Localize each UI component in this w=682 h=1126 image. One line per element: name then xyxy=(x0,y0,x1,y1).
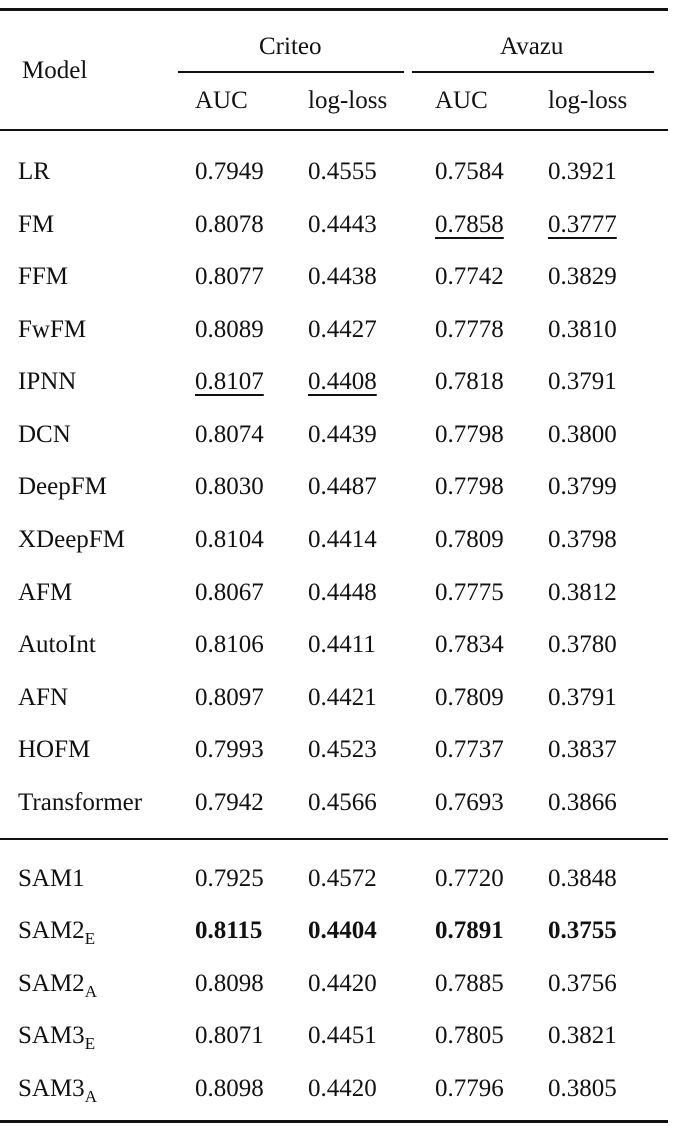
criteo-auc: 0.7949 xyxy=(195,158,264,185)
criteo-logloss: 0.4427 xyxy=(308,316,377,343)
avazu-auc: 0.7798 xyxy=(435,421,504,448)
criteo-logloss: 0.4408 xyxy=(308,368,377,395)
avazu-logloss: 0.3921 xyxy=(548,158,617,185)
model-name-base: SAM3 xyxy=(18,1022,85,1049)
avazu-auc: 0.7885 xyxy=(435,970,504,997)
criteo-auc: 0.7942 xyxy=(195,789,264,816)
avazu-auc: 0.7720 xyxy=(435,865,504,892)
criteo-logloss: 0.4438 xyxy=(308,263,377,290)
model-name xyxy=(18,1074,97,1104)
model-name xyxy=(18,916,95,946)
bottom-rule xyxy=(0,1120,668,1123)
criteo-auc: 0.8098 xyxy=(195,970,264,997)
avazu-logloss: 0.3755 xyxy=(548,917,617,944)
criteo-logloss: 0.4439 xyxy=(308,421,377,448)
avazu-auc: 0.7798 xyxy=(435,473,504,500)
avazu-group-rule xyxy=(412,71,654,73)
criteo-auc: 0.8067 xyxy=(195,579,264,606)
avazu-logloss: 0.3791 xyxy=(548,684,617,711)
header-model: Model xyxy=(22,57,88,84)
header-avazu-logloss: log-loss xyxy=(548,87,628,114)
avazu-logloss: 0.3798 xyxy=(548,526,617,553)
criteo-auc: 0.8107 xyxy=(195,368,264,395)
model-name: LR xyxy=(18,158,50,185)
criteo-logloss: 0.4487 xyxy=(308,473,377,500)
criteo-logloss: 0.4414 xyxy=(308,526,377,553)
criteo-logloss: 0.4420 xyxy=(308,1075,377,1102)
model-name: DCN xyxy=(18,421,71,448)
avazu-logloss: 0.3810 xyxy=(548,316,617,343)
avazu-auc: 0.7809 xyxy=(435,684,504,711)
criteo-auc: 0.7925 xyxy=(195,865,264,892)
avazu-logloss: 0.3866 xyxy=(548,789,617,816)
avazu-auc: 0.7693 xyxy=(435,789,504,816)
avazu-logloss: 0.3848 xyxy=(548,865,617,892)
model-name: AFN xyxy=(18,684,69,711)
avazu-auc: 0.7796 xyxy=(435,1075,504,1102)
avazu-auc: 0.7778 xyxy=(435,316,504,343)
avazu-logloss: 0.3777 xyxy=(548,211,617,238)
criteo-logloss: 0.4555 xyxy=(308,158,377,185)
avazu-auc: 0.7809 xyxy=(435,526,504,553)
model-name xyxy=(18,1021,95,1051)
avazu-auc: 0.7834 xyxy=(435,631,504,658)
avazu-auc: 0.7891 xyxy=(435,917,504,944)
header-criteo-logloss: log-loss xyxy=(308,87,388,114)
model-name-subscript: A xyxy=(84,1087,97,1106)
criteo-auc: 0.8098 xyxy=(195,1075,264,1102)
model-name: Transformer xyxy=(18,789,143,816)
model-name: AutoInt xyxy=(18,631,96,658)
criteo-logloss: 0.4420 xyxy=(308,970,377,997)
avazu-auc: 0.7818 xyxy=(435,368,504,395)
avazu-logloss: 0.3791 xyxy=(548,368,617,395)
criteo-logloss: 0.4443 xyxy=(308,211,377,238)
criteo-logloss: 0.4451 xyxy=(308,1022,377,1049)
model-name: AFM xyxy=(18,579,73,606)
header-rule xyxy=(0,129,668,131)
criteo-auc: 0.8030 xyxy=(195,473,264,500)
criteo-logloss: 0.4566 xyxy=(308,789,377,816)
avazu-logloss: 0.3812 xyxy=(548,579,617,606)
avazu-logloss: 0.3805 xyxy=(548,1075,617,1102)
section-rule xyxy=(0,838,668,840)
avazu-auc: 0.7584 xyxy=(435,158,504,185)
header-criteo: Criteo xyxy=(259,33,322,60)
model-name-base: SAM1 xyxy=(18,865,85,892)
model-name xyxy=(18,969,97,999)
model-name-base: SAM2 xyxy=(18,970,85,997)
criteo-auc: 0.7993 xyxy=(195,736,264,763)
avazu-logloss: 0.3756 xyxy=(548,970,617,997)
criteo-auc: 0.8074 xyxy=(195,421,264,448)
criteo-auc: 0.8097 xyxy=(195,684,264,711)
model-name: HOFM xyxy=(18,736,91,763)
avazu-logloss: 0.3800 xyxy=(548,421,617,448)
criteo-auc: 0.8115 xyxy=(195,917,263,944)
avazu-logloss: 0.3780 xyxy=(548,631,617,658)
model-name-subscript: A xyxy=(84,982,97,1001)
criteo-auc: 0.8106 xyxy=(195,631,264,658)
avazu-auc: 0.7742 xyxy=(435,263,504,290)
criteo-auc: 0.8071 xyxy=(195,1022,264,1049)
criteo-logloss: 0.4572 xyxy=(308,865,377,892)
model-name: IPNN xyxy=(18,368,77,395)
avazu-auc: 0.7737 xyxy=(435,736,504,763)
avazu-logloss: 0.3821 xyxy=(548,1022,617,1049)
avazu-auc: 0.7775 xyxy=(435,579,504,606)
criteo-auc: 0.8104 xyxy=(195,526,264,553)
model-name-subscript: E xyxy=(84,929,96,948)
model-name-base: SAM2 xyxy=(18,917,85,944)
avazu-logloss: 0.3837 xyxy=(548,736,617,763)
criteo-logloss: 0.4523 xyxy=(308,736,377,763)
header-avazu: Avazu xyxy=(500,33,564,60)
model-name-subscript: E xyxy=(84,1034,96,1053)
avazu-auc: 0.7858 xyxy=(435,211,504,238)
top-rule xyxy=(0,8,668,11)
avazu-auc: 0.7805 xyxy=(435,1022,504,1049)
criteo-logloss: 0.4448 xyxy=(308,579,377,606)
model-name: DeepFM xyxy=(18,473,107,500)
model-name: FwFM xyxy=(18,316,87,343)
criteo-group-rule xyxy=(178,71,404,73)
criteo-auc: 0.8077 xyxy=(195,263,264,290)
criteo-logloss: 0.4421 xyxy=(308,684,377,711)
model-name: FM xyxy=(18,211,55,238)
criteo-logloss: 0.4411 xyxy=(308,631,376,658)
model-name: FFM xyxy=(18,263,69,290)
header-criteo-auc: AUC xyxy=(195,87,248,114)
model-name xyxy=(18,864,85,894)
header-avazu-auc: AUC xyxy=(435,87,488,114)
avazu-logloss: 0.3829 xyxy=(548,263,617,290)
model-name-base: SAM3 xyxy=(18,1075,85,1102)
criteo-auc: 0.8089 xyxy=(195,316,264,343)
criteo-logloss: 0.4404 xyxy=(308,917,377,944)
model-name: XDeepFM xyxy=(18,526,125,553)
avazu-logloss: 0.3799 xyxy=(548,473,617,500)
criteo-auc: 0.8078 xyxy=(195,211,264,238)
